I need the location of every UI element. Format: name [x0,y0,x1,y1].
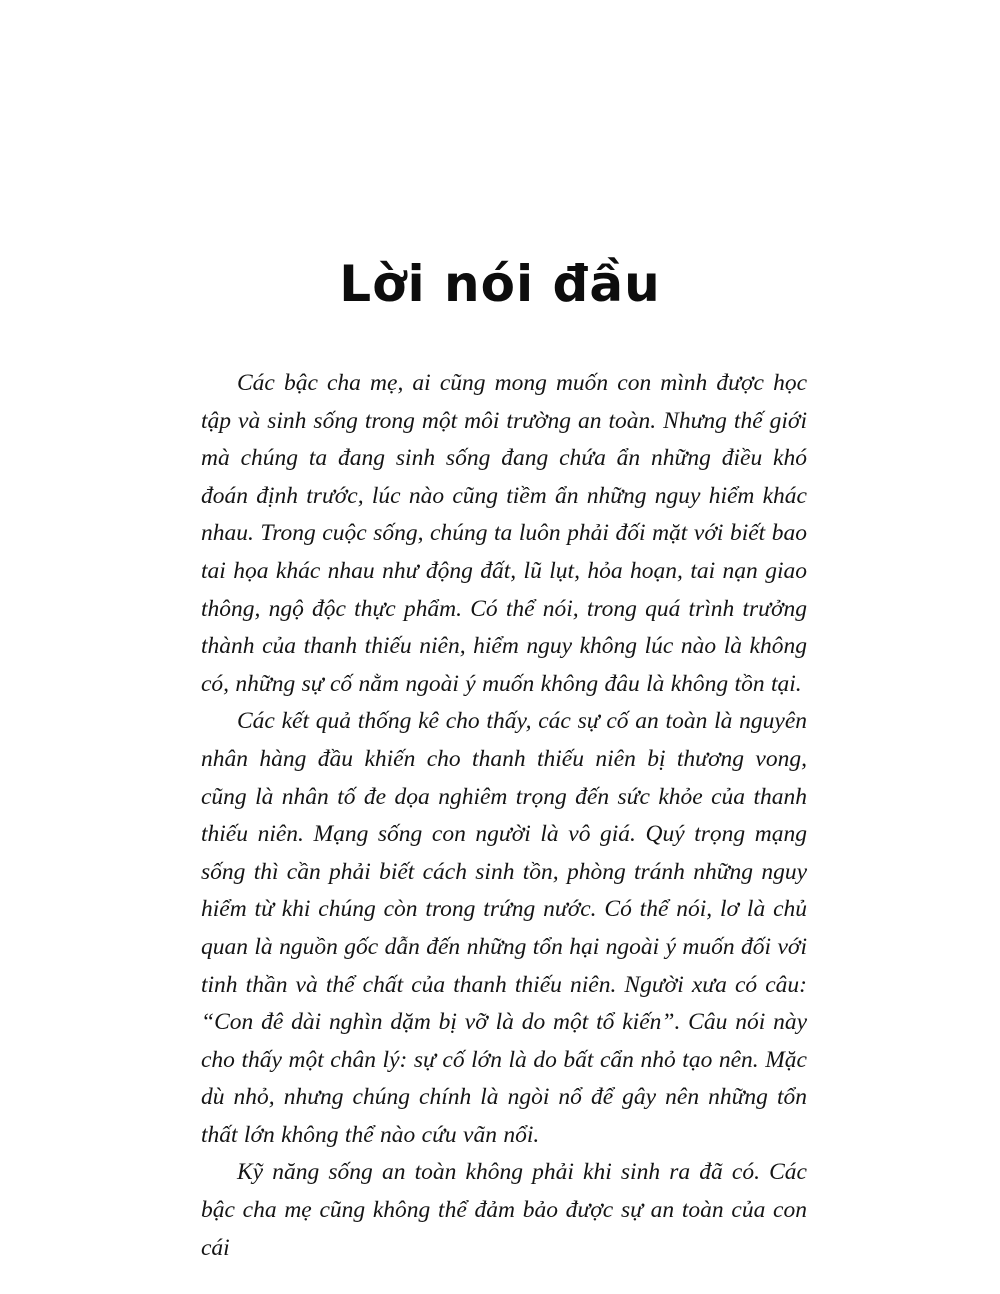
preface-body [201,365,807,1267]
paragraph-3: Kỹ năng sống an toàn không phải khi sinh ra đã có. Các bậc cha mẹ cũng không thể đảm bảo được sự an toàn của con cái [201,1159,807,1261]
paragraph-1: Các bậc cha mẹ, ai cũng mong muốn con mình được học tập và sinh sống trong một môi trường an toàn. Nhưng thế giới mà chúng ta đang sinh sống đang chứa ẩn những điều khó đoán định trước, lúc nào cũng tiềm ẩn những nguy hiểm khác nhau. Trong cuộc sống, chúng ta luôn phải đối mặt với biết bao tai họa khác nhau như động đất, lũ lụt, hỏa hoạn, tai nạn giao thông, ngộ độc thực phẩm. Có thể nói, trong quá trình trưởng thành của thanh thiếu niên, hiểm nguy không lúc nào là không có, những sự cố nằm ngoài ý muốn không đâu là không tồn tại. [201,370,807,697]
paragraph-2: Các kết quả thống kê cho thấy, các sự cố an toàn là nguyên nhân hàng đầu khiến cho thanh thiếu niên bị thương vong, cũng là nhân tố đe dọa nghiêm trọng đến sức khỏe của thanh thiếu niên. Mạng sống con người là vô giá. Quý trọng mạng sống thì cần phải biết cách sinh tồn, phòng tránh những nguy hiểm từ khi chúng còn trong trứng nước. Có thể nói, lơ là chủ quan là nguồn gốc dẫn đến những tổn hại ngoài ý muốn đối với tinh thần và thể chất của thanh thiếu niên. Người xưa có câu: “Con đê dài nghìn dặm bị vỡ là do một tổ kiến”. Câu nói này cho thấy một chân lý: sự cố lớn là do bất cẩn nhỏ tạo nên. Mặc dù nhỏ, nhưng chúng chính là ngòi nổ để gây nên những tổn thất lớn không thể nào cứu vãn nổi. [201,708,807,1148]
page-title: Lời nói đầu [339,255,661,313]
